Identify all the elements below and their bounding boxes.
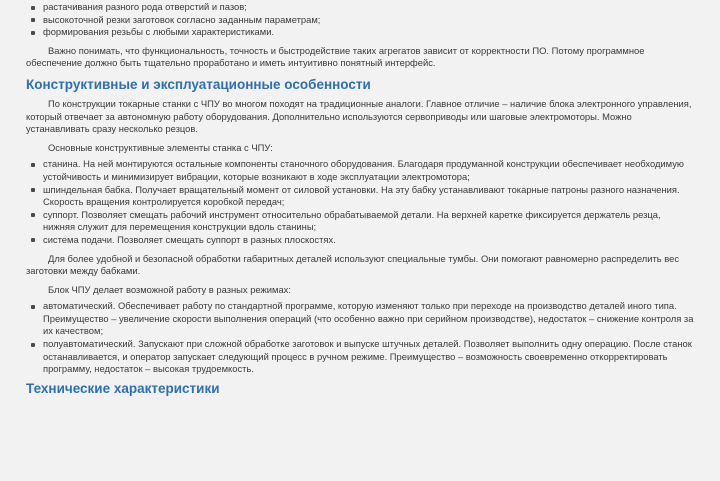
modes-list xyxy=(26,300,694,376)
paragraph: Для более удобной и безопасной обработки габаритных деталей используют специальные тумбы. Они помогают равномерно распределить вес заготовки между бабками. xyxy=(26,252,680,277)
list-item: полуавтоматический. Запускают при сложной обработке заготовок и выпуске штучных деталей. Позволяет выполнить одну операцию. После станок останавливается, и оператор запускает следующий процесс в ручном режиме. Преимущество – возможность своевременно откорректировать программу, недостаток – высокая трудоемкость. xyxy=(26,338,694,376)
section-heading-specs: Технические характеристики xyxy=(26,380,220,396)
operations-list xyxy=(26,1,694,39)
list-item: высокоточной резки заготовок согласно заданным параметрам; xyxy=(26,14,694,27)
section-heading-design: Конструктивные и эксплуатационные особенности xyxy=(26,76,371,92)
list-item: формирования резьбы с любыми характеристиками. xyxy=(26,26,694,39)
elements-list xyxy=(26,158,694,246)
list-item: растачивания разного рода отверстий и пазов; xyxy=(26,1,694,14)
paragraph: Блок ЧПУ делает возможной работу в разных режимах: xyxy=(48,283,291,295)
list-item: автоматический. Обеспечивает работу по стандартной программе, которую изменяют только при переходе на производство деталей иного типа. Преимущество – увеличение скорости выполнения операций (что особенно важно при серийном производстве), недостаток – снижение контроля за их качеством; xyxy=(26,300,694,338)
intro-paragraph: Важно понимать, что функциональность, точность и быстродействие таких агрегатов зависит от корректности ПО. Потому программное обеспечение должно быть тщательно проработано и иметь интуитивно понятный интерфейс. xyxy=(26,44,645,69)
list-item: шпиндельная бабка. Получает вращательный момент от силовой установки. На эту бабку устанавливают токарные патроны разного назначения. Скорость вращения контролируется коробкой передач; xyxy=(26,184,694,209)
list-item: станина. На ней монтируются остальные компоненты станочного оборудования. Благодаря продуманной конструкции обеспечивает необходимую устойчивость и минимизирует вибрации, которые возникают в ходе эксплуатации электромотора; xyxy=(26,158,694,183)
list-item: суппорт. Позволяет смещать рабочий инструмент относительно обрабатываемой детали. На верхней каретке фиксируется держатель резца, нижняя служит для перемещения конструкции вдоль станины; xyxy=(26,209,694,234)
paragraph: Основные конструктивные элементы станка с ЧПУ: xyxy=(48,141,273,153)
list-item: система подачи. Позволяет смещать суппорт в разных плоскостях. xyxy=(26,234,694,247)
article-content xyxy=(0,1,720,481)
paragraph: По конструкции токарные станки с ЧПУ во многом походят на традиционные аналоги. Главное отличие – наличие блока электронного управления, который отвечает за автономную работу оборудования. Дополнительно используются сервоприводы или шаговые электромоторы. Можно устанавливать сразу несколько резцов. xyxy=(26,97,692,135)
